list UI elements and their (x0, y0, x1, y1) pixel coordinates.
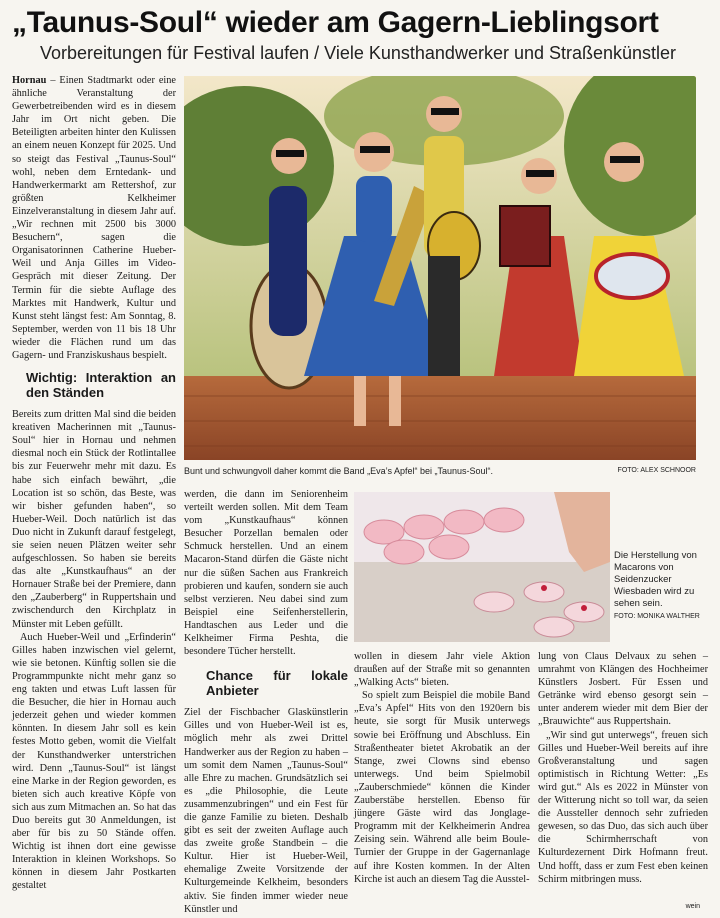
subheading-local: Chance für lokale Anbieter (206, 668, 348, 699)
article-column-4 (538, 650, 708, 886)
macaron-caption (614, 550, 714, 621)
headline: „Taunus-Soul“ wieder am Gagern-Lieblingsort (12, 6, 659, 39)
paragraph: Ziel der Fischbacher Glaskünstlerin Gilles und von Hueber-Weil ist es, möglich mehr als zwei Drittel Handwerker aus der Region zu haben – um somit dem Namen „Taunus-Soul“ alle Ehre zu machen. Grundsätzlich sei es „die Philosophie, die Leute zusammenzubringen“ und ein Fest für die ganze Familie zu bieten. Deshalb gibt es seit der zweiten Auflage auch das zweite große Standbein – die Kultur. Hier ist Hueber-Weil, ehemalige Zweite Vorsitzende der Kulturgemeinde Kelkheim, besonders aktiv. Sie finden immer wieder neue Künstler und (184, 707, 348, 915)
article-column-3 (354, 650, 530, 886)
paragraph: lung von Claus Delvaux zu sehen – umrahmt von Klängen des Hochheimer Künstlers Josbert. Für Essen und Getränke wird ebenso gesorgt sein – unter anderem wieder mit dem Bier der „Brauwichte“ aus Ruppertshain. (538, 651, 708, 728)
paragraph: So spielt zum Beispiel die mobile Band „Eva’s Apfel“ Hits von den 1920ern bis heute, sie sorgt für Musik unterwegs sowie bei Eröffnung und Abschluss. Ein Straßentheater bietet Akrobatik an der Stange, zwei Clowns sind ebenso unterwegs. Und beim Spielmobil „Zauberschmiede“ können die Kinder Zauberstäbe herstellen. Ebenso für jüngere Gäste wird das Jonglage-Programm mit der Kelkheimerin Andrea Zeising sein. Während alle beim Boule-Turnier der Gruppe in der Gagernanlage auf ihre Kosten kommen. In der Alten Kirche ist auch an diesem Tag die Ausstel- (354, 690, 530, 885)
photo-credit: FOTO: MONIKA WALTHER (614, 613, 700, 620)
band-photo-illustration (184, 76, 696, 460)
paragraph: Bereits zum dritten Mal sind die beiden kreativen Macherinnen mit „Taunus-Soul“ hier in Hornau und nehmen diesmal noch ein Stück der Rotlintallee bis zur Feuerwehr mehr mit dazu. Es habe sich einfach bewährt, „die Location ist so schön, das Beste, was wir bisher gefunden haben“, so Hueber-Weil. Doch natürlich ist das Duo nicht in Zukunft darauf festgelegt, sie seien neuen Plätzen weiter sehr aufgeschlossen. So haben sie bereits das alte „Kunstkaufhaus“ an der Hornauer Straße bei der Premiere, dann den „Zauberberg“ in Ruppertshain und zwischendurch den Kirchplatz in Münster mit Leben gefüllt. (12, 409, 176, 630)
subheading-interaction: Wichtig: Interaktion an den Ständen (26, 370, 176, 401)
photo-caption (184, 465, 696, 477)
paragraph (12, 74, 176, 362)
photo-credit: FOTO: ALEX SCHNOOR (617, 467, 696, 474)
caption-text: Bunt und schwungvoll daher kommt die Band „Eva’s Apfel“ bei „Taunus-Soul“. (184, 466, 494, 476)
paragraph: Auch Hueber-Weil und „Erfinderin“ Gilles haben inzwischen viel gelernt, wie sie betonen. Künftig sollen sie die Programmpunkte nicht mehr ganz so eng takten und etwas Luft lassen für die Besucher, die hier in Hornau auch jederzeit gehen und wieder kommen könnten. In diesem Jahr soll es kein festes Motto geben, womit die Vielfalt der Kunsthandwerker unterstrichen wird. Denn „Taunus-Soul“ ist längst eine Marke in der Region geworden, es bieten sich auch kreative Köpfe von sich aus zum Mitmachen an. So hat das Duo bereits gut 30 Anmeldungen, ist aber für bis zu 50 Stände offen. Wichtig ist ihnen dort eine gewisse Interaktion in kleinen Workshops. So können in diesem Jahr Postkarten gestaltet (12, 631, 176, 892)
dateline: Hornau (12, 75, 47, 86)
macaron-photo (354, 492, 610, 642)
paragraph-text: – Einen Stadtmarkt oder eine ähnliche Veranstaltung der Gewerbetreibenden wird es in diesem Jahr im Ort nicht geben. Die Beteiligten arbeiten hinter den Kulissen an einem neuen Konzept für 2025. Und so steigt das Festival „Taunus-Soul“ wohl, neben dem Erntedank- und Handwerkermarkt am Rettershof, zur größten Kelkheimer Einzelveranstaltung in diesem Jahr auf. „Wir rechnen mit 2500 bis 3000 Besuchern“, sagen die Organisatorinnen Catherine Hueber-Weil und Anja Gilles im Video-Gespräch mit dieser Zeitung. Der Termin für die siebte Auflage des Marktes mit Handwerk, Kultur und Kunst steht längst fest: Am Sonntag, 8. September, werden von 11 bis 18 Uhr wieder die Flächen rund um das Gagern- und Franziskushaus bespielt. (12, 75, 176, 361)
paragraph: „Wir sind gut unterwegs“, freuen sich Gilles und Hueber-Weil bereits auf ihre Großveranstaltung und sagen optimistisch in Richtung Wetter: „Es wird gut.“ Als es 2022 in Münster von der Witterung nicht so toll war, da seien die Aussteller dennoch sehr zufrieden gewesen, so das Duo, das sich auch über die Schirmherrschaft von Kulturdezernent Dirk Hofmann freut. Und hofft, dass er zum Fest eben keinen Schirm mitbringen muss. (538, 729, 708, 885)
article-column-1 (12, 74, 176, 893)
author-signature: wein (685, 903, 700, 910)
caption-text: Die Herstellung von Macarons von Seidenzucker Wiesbaden wird zu sehen sein. (614, 550, 697, 609)
macaron-photo-illustration (354, 492, 610, 642)
paragraph: wollen in diesem Jahr viele Aktion draußen auf der Straße mit so genannten „Walking Acts“ bieten. (354, 651, 530, 689)
article-column-2 (184, 488, 348, 916)
paragraph: werden, die dann im Seniorenheim verteilt werden sollen. Mit dem Team vom „Kunstkaufhaus“ können Besucher Porzellan bemalen oder Schmuck herstellen. Und an einem Macaron-Stand dürfen die Gäste nicht nur die süßen Sachen aus Frankreich probieren und kaufen, sondern sie auch selbst verzieren. Neu dabei sind zum Beispiel eine Seifenherstellerin, Handtaschen aus Leder und die Kelkheimer Firma Peshta, die besondere Tücher herstellt. (184, 489, 348, 658)
band-photo (184, 76, 696, 460)
subheadline: Vorbereitungen für Festival laufen / Viele Kunsthandwerker und Straßenkünstler (40, 43, 677, 63)
